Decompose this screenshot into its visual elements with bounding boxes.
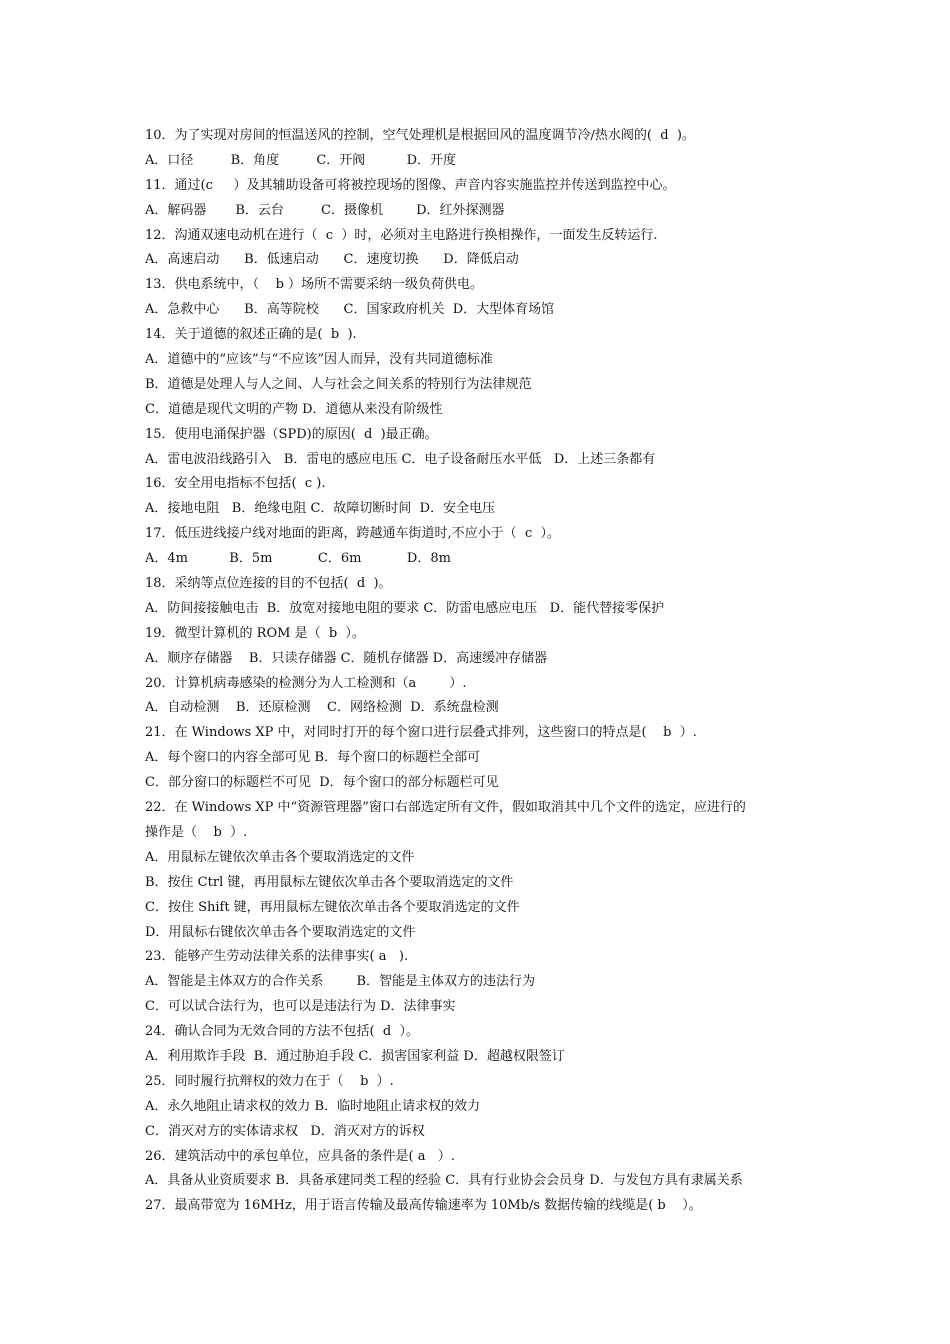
question-23-stem: 23．能够产生劳动法律关系的法律事实( a ). bbox=[145, 949, 409, 965]
question-13-options: A．急救中心 B．高等院校 C．国家政府机关 D．大型体育场馆 bbox=[145, 302, 555, 318]
question-18-options: A．防间接接触电击 B．放宽对接地电阻的要求 C．防雷电感应电压 D．能代替接零保护 bbox=[145, 600, 665, 616]
question-23-options-c-d: C．可以试合法行为，也可以是违法行为 D．法律事实 bbox=[145, 999, 456, 1015]
question-26-options: A．具备从业资质要求 B．具备承建同类工程的经验 C．具有行业协会会员身 D．与发包方具有隶属关系 bbox=[145, 1173, 743, 1189]
question-22-option-d: D．用鼠标右键依次单击各个要取消选定的文件 bbox=[145, 924, 416, 940]
question-10-stem: 10．为了实现对房间的恒温送风的控制，空气处理机是根据回风的温度调节冷/热水阀的( d )。 bbox=[145, 128, 695, 143]
question-25-stem: 25．同时履行抗辩权的效力在于（ b ）. bbox=[145, 1073, 394, 1089]
question-13-stem: 13．供电系统中，（ b ）场所不需要采纳一级负荷供电。 bbox=[145, 277, 484, 293]
question-21-stem: 21．在 Windows XP 中，对同时打开的每个窗口进行层叠式排列，这些窗口的特点是( b ）. bbox=[145, 725, 697, 741]
question-19-options: A．顺序存储器 B．只读存储器 C．随机存储器 D．高速缓冲存储器 bbox=[145, 650, 548, 666]
question-23-options-a-b: A．智能是主体双方的合作关系 B．智能是主体双方的违法行为 bbox=[145, 974, 536, 990]
question-14-option-c-d: C．道德是现代文明的产物 D．道德从来没有阶级性 bbox=[145, 401, 443, 417]
question-22-stem: 22．在 Windows XP 中“资源管理器”窗口右部选定所有文件，假如取消其中几个文件的选定，应进行的 bbox=[145, 800, 746, 816]
question-14-option-b: B．道德是处理人与人之间、人与社会之间关系的特别行为法律规范 bbox=[145, 376, 532, 392]
question-16-stem: 16．安全用电指标不包括( c ). bbox=[145, 476, 326, 492]
question-17-stem: 17．低压进线接户线对地面的距离，跨越通车街道时,不应小于（ c ）。 bbox=[145, 526, 560, 542]
question-14-option-a: A．道德中的“应该”与“不应该”因人而异，没有共同道德标准 bbox=[145, 352, 493, 368]
question-22-option-c: C．按住 Shift 键，再用鼠标左键依次单击各个要取消选定的文件 bbox=[145, 899, 520, 915]
question-25-options-c-d: C．消灭对方的实体请求权 D．消灭对方的诉权 bbox=[145, 1123, 425, 1139]
question-22-option-a: A．用鼠标左键依次单击各个要取消选定的文件 bbox=[145, 849, 415, 865]
question-12-options: A．高速启动 B．低速启动 C．速度切换 D．降低启动 bbox=[145, 252, 519, 268]
question-14-stem: 14．关于道德的叙述正确的是( b ). bbox=[145, 327, 357, 343]
question-21-options-a-b: A．每个窗口的内容全部可见 B．每个窗口的标题栏全部可 bbox=[145, 750, 481, 766]
question-18-stem: 18．采纳等点位连接的目的不包括( d )。 bbox=[145, 576, 392, 592]
question-17-options: A．4m B．5m C．6m D．8m bbox=[145, 551, 451, 567]
question-11-options: A．解码器 B．云台 C．摄像机 D．红外探测器 bbox=[145, 202, 505, 218]
question-12-stem: 12．沟通双速电动机在进行（ c ）时，必须对主电路进行换相操作，一面发生反转运行. bbox=[145, 227, 658, 243]
question-10-options: A．口径 B．角度 C．开阀 D．开度 bbox=[145, 152, 457, 168]
document-body bbox=[145, 124, 815, 1219]
question-26-stem: 26．建筑活动中的承包单位，应具备的条件是( a ）. bbox=[145, 1148, 456, 1164]
question-11-stem: 11．通过(c ）及其辅助设备可将被控现场的图像、声音内容实施监控并传送到监控中心。 bbox=[145, 177, 676, 193]
question-20-options: A．自动检测 B．还原检测 C．网络检测 D．系统盘检测 bbox=[145, 700, 499, 716]
question-24-stem: 24．确认合同为无效合同的方法不包括( d ）。 bbox=[145, 1024, 419, 1040]
question-21-options-c-d: C．部分窗口的标题栏不可见 D．每个窗口的部分标题栏可见 bbox=[145, 775, 499, 791]
question-27-stem: 27．最高带宽为 16MHz，用于语言传输及最高传输速率为 10Mb/s 数据传输的线缆是( b ）。 bbox=[145, 1198, 702, 1214]
question-16-options: A．接地电阻 B．绝缘电阻 C．故障切断时间 D．安全电压 bbox=[145, 501, 496, 517]
question-20-stem: 20．计算机病毒感染的检测分为人工检测和（a ）. bbox=[145, 675, 467, 691]
question-19-stem: 19．微型计算机的 ROM 是（ b ）。 bbox=[145, 625, 365, 641]
question-22-stem-continued: 操作是（ b ）. bbox=[145, 824, 248, 840]
question-15-stem: 15．使用电涌保护器（SPD)的原因( d )最正确。 bbox=[145, 426, 438, 442]
question-25-options-a-b: A．永久地阻止请求权的效力 B．临时地阻止请求权的效力 bbox=[145, 1098, 481, 1114]
question-15-options: A．雷电波沿线路引入 B．雷电的感应电压 C．电子设备耐压水平低 D．上述三条都有 bbox=[145, 451, 656, 467]
question-24-options: A．利用欺诈手段 B．通过胁迫手段 C．损害国家利益 D．超越权限签订 bbox=[145, 1048, 565, 1064]
question-22-option-b: B．按住 Ctrl 键，再用鼠标左键依次单击各个要取消选定的文件 bbox=[145, 874, 514, 890]
